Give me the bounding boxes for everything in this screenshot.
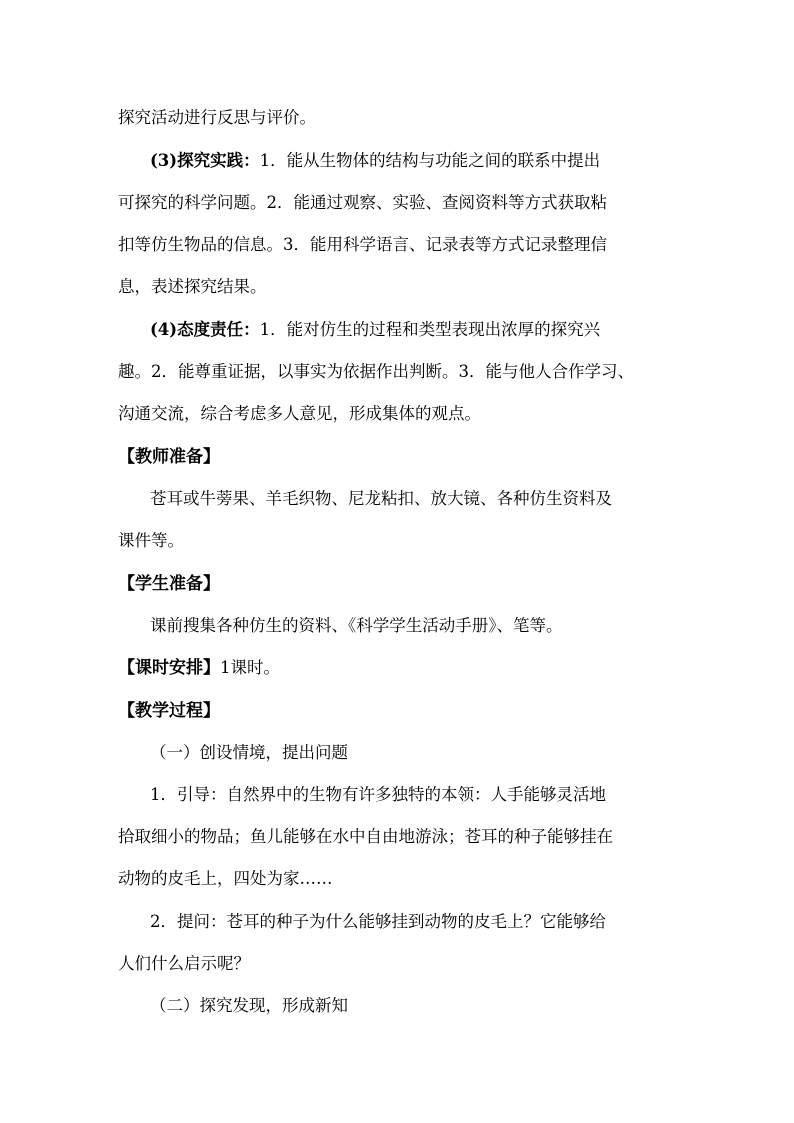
text-line: 沟通交流，综合考虑多人意见，形成集体的观点。 [118,404,481,423]
text-line: 拾取细小的物品；鱼儿能够在水中自由地游泳；苍耳的种子能够挂在 [118,827,613,846]
heading-student-prep: 【学生准备】 [118,574,220,594]
text-line: 2．提问：苍耳的种子为什么能够挂到动物的皮毛上？它能够给 [150,912,606,931]
section-heading-2: （二）探究发现，形成新知 [150,996,348,1015]
text-line: 动物的皮毛上，四处为家…… [118,869,333,888]
label-practice: (3)探究实践： [150,151,260,170]
heading-process: 【教学过程】 [118,701,220,721]
text-line: 1．能对仿生的过程和类型表现出浓厚的探究兴 [259,320,601,339]
text-line: 1．引导：自然界中的生物有许多独特的本领：人手能够灵活地 [150,785,606,804]
label-attitude: (4)态度责任： [150,320,260,339]
heading-time: 【课时安排】 [118,658,220,678]
text-line: 苍耳或牛蒡果、羊毛织物、尼龙粘扣、放大镜、各种仿生资料及 [150,489,612,508]
text-line: 探究活动进行反思与评价。 [118,108,316,127]
text-line: 可探究的科学问题。2．能通过观察、实验、查阅资料等方式获取粘 [118,193,607,212]
paragraph-attitude [150,309,710,351]
text-line: 1．能从生物体的结构与功能之间的联系中提出 [259,151,601,170]
section-heading-1: （一）创设情境，提出问题 [150,743,348,762]
text-line: 课件等。 [118,531,184,550]
paragraph-practice [150,140,710,182]
text-line: 息，表述探究结果。 [118,277,267,296]
text-line: 扣等仿生物品的信息。3．能用科学语言、记录表等方式记录整理信 [118,235,607,254]
text-line: 1课时。 [220,658,280,677]
heading-teacher-prep: 【教师准备】 [118,447,220,467]
text-line: 趣。2．能尊重证据，以事实为依据作出判断。3．能与他人合作学习、 [118,362,634,381]
text-line: 人们什么启示呢？ [118,954,250,973]
text-line: 课前搜集各种仿生的资料、《科学学生活动手册》、笔等。 [150,616,563,635]
paragraph-time [118,647,678,689]
